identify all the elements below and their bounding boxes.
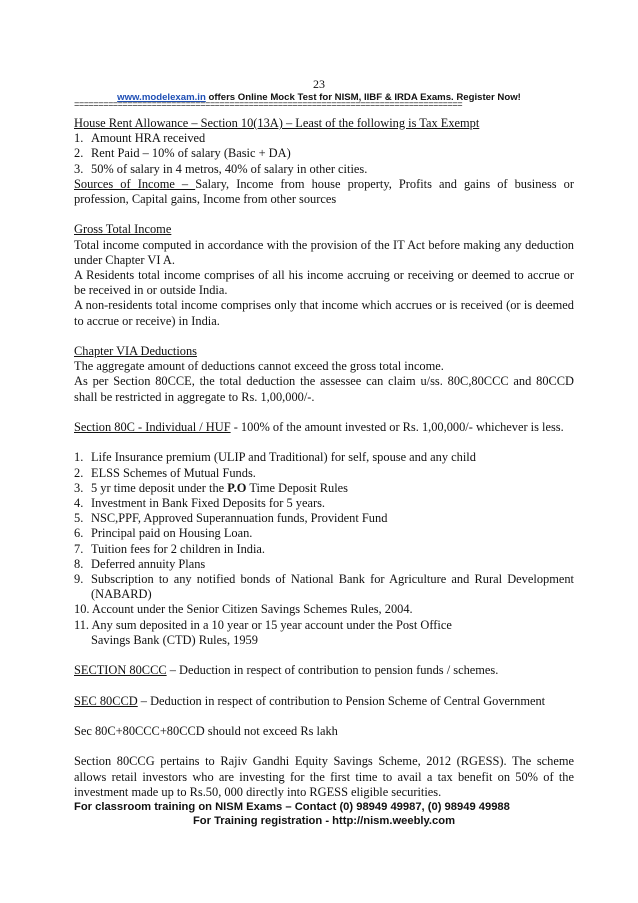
gti-paragraph-3: A non-residents total income comprises only that income which accrues or is received (or is deemed to accrue or receive) in India. [74, 298, 574, 328]
list-item: 3. 50% of salary in 4 metros, 40% of salary in other cities. [74, 161, 368, 176]
list-item: 11. Any sum deposited in a 10 year or 15 year account under the Post Office [74, 617, 452, 632]
list-item: 2. Rent Paid – 10% of salary (Basic + DA) [74, 146, 291, 161]
sources-heading: Sources of Income – [74, 176, 196, 191]
via-heading: Chapter VIA Deductions [74, 344, 197, 359]
page-number: 23 [313, 77, 325, 91]
list-item: 4. Investment in Bank Fixed Deposits for 5 years. [74, 496, 326, 511]
list-item: 7. Tuition fees for 2 children in India. [74, 541, 266, 556]
footer-line-1: For classroom training on NISM Exams – Contact (0) 98949 49987, (0) 98949 49988 [74, 801, 510, 813]
list-item: 9. Subscription to any notified bonds of National Bank for Agriculture and Rural Development (NABARD) [74, 572, 574, 602]
via-paragraph-1: The aggregate amount of deductions cannot exceed the gross total income. [74, 359, 444, 374]
header-text: offers Online Mock Test for NISM, IIBF & IRDA Exams. Register Now! [205, 92, 521, 103]
list-item: 1. Amount HRA received [74, 131, 206, 146]
sec80ccd-heading: SEC 80CCD [74, 693, 138, 708]
gti-paragraph-2: A Residents total income comprises of all his income accruing or receiving or deemed to accrue or be received in or outside India. [74, 268, 574, 298]
list-item-continuation: Savings Bank (CTD) Rules, 1959 [91, 632, 258, 647]
hra-heading: House Rent Allowance – Section 10(13A) – Least of the following is Tax Exempt [74, 116, 480, 130]
sec80ccc-heading: SECTION 80CCC [74, 663, 167, 678]
list-item: 6. Principal paid on Housing Loan. [74, 526, 253, 541]
list-item: 10. Account under the Senior Citizen Savings Schemes Rules, 2004. [74, 602, 413, 617]
sec80ccg-paragraph: Section 80CCG pertains to Rajiv Gandhi Equity Savings Scheme, 2012 (RGESS). The scheme allows retail investors who are investing for the first time to avail a tax benefit on 50% of the investment made up to Rs.50, 000 directly into RGESS eligible securities. [74, 754, 574, 799]
sec80c-paragraph: Section 80C - Individual / HUF - 100% of the amount invested or Rs. 1,00,000/- whichever is less. [74, 420, 564, 435]
list-item: 5. NSC,PPF, Approved Superannuation funds, Provident Fund [74, 511, 388, 526]
via-paragraph-2: As per Section 80CCE, the total deduction the assessee can claim u/ss. 80C,80CCC and 80CCD shall be restricted in aggregate to Rs. 1,00,000/-. [74, 374, 574, 404]
list-item: 2. ELSS Schemes of Mutual Funds. [74, 465, 256, 480]
sec80ccd-paragraph: SEC 80CCD – Deduction in respect of contribution to Pension Scheme of Central Government [74, 693, 546, 708]
list-item: 8. Deferred annuity Plans [74, 556, 206, 571]
list-item: 3. 5 yr time deposit under the P.O Time Deposit Rules [74, 480, 349, 495]
gti-paragraph-1: Total income computed in accordance with the provision of the IT Act before making any deduction under Chapter VI A. [74, 237, 574, 267]
footer-line-2: For Training registration - http://nism.weebly.com [192, 814, 456, 827]
list-item: 1. Life Insurance premium (ULIP and Traditional) for self, spouse and any child [74, 450, 476, 465]
header-link[interactable]: www.modelexam.in [117, 92, 206, 103]
sec80ccc-paragraph: SECTION 80CCC – Deduction in respect of contribution to pension funds / schemes. [74, 663, 499, 678]
document-body [74, 116, 574, 800]
sources-paragraph: Sources of Income – Salary, Income from house property, Profits and gains of business or profession, Capital gains, Income from other sources [74, 176, 574, 207]
separator-line: ================================================================================ [74, 101, 463, 110]
gti-heading: Gross Total Income [74, 222, 172, 237]
sec80c-heading: Section 80C - Individual / HUF [74, 420, 231, 435]
limit-paragraph: Sec 80C+80CCC+80CCD should not exceed Rs lakh [74, 724, 338, 739]
page-footer [74, 801, 574, 828]
